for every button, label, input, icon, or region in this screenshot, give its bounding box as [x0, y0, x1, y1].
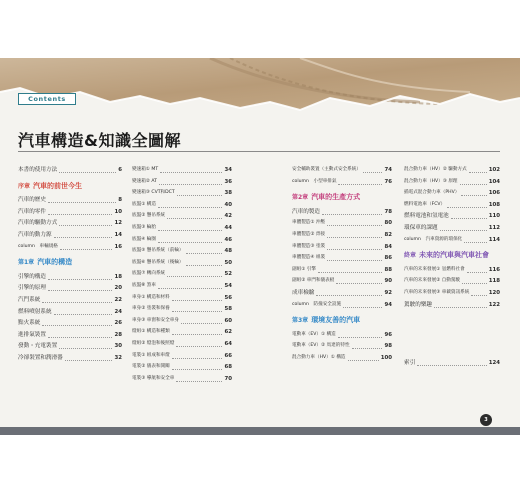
dot-leader	[338, 179, 382, 185]
toc-entry-label: 汽車的未來發展③ 車載資訊系統	[404, 290, 470, 295]
dot-leader	[167, 271, 222, 277]
toc-entry-label: 底盤② 懸吊系統	[132, 213, 166, 219]
toc-entry-page: 36	[224, 178, 232, 185]
toc-entry-label: 點火系統	[18, 320, 41, 327]
toc-entry-label: 燃料噴射系統	[18, 308, 52, 315]
toc-entry[interactable]	[18, 195, 122, 205]
toc-entry-page: 78	[384, 208, 392, 215]
toc-entry-label: 本書的使用方法	[18, 167, 58, 173]
toc-entry-label: 引擎的構造	[18, 273, 46, 280]
toc-entry-page: 8	[118, 197, 122, 204]
toc-entry-page: 68	[224, 364, 232, 371]
dot-leader	[48, 332, 113, 338]
dot-leader	[158, 237, 223, 243]
toc-entry[interactable]	[18, 295, 122, 305]
toc-entry-label: 變速箱③ CVT和DCT	[132, 190, 175, 196]
toc-entry-page: 42	[224, 213, 232, 220]
toc-entry[interactable]	[292, 230, 392, 240]
toc-entry-label: 車體製造③ 塗裝	[292, 243, 326, 249]
dot-leader	[181, 318, 223, 324]
dot-leader	[469, 167, 487, 173]
toc-entry[interactable]	[18, 341, 122, 351]
dot-leader	[158, 283, 223, 289]
toc-entry-page: 16	[114, 243, 122, 250]
dot-leader	[172, 295, 223, 301]
toc-entry[interactable]	[132, 339, 232, 349]
dot-leader	[48, 274, 113, 280]
toc-entry-label: 電裝③ 導航和安全車	[132, 375, 175, 381]
dot-leader	[327, 220, 382, 226]
toc-entry[interactable]	[404, 188, 500, 198]
toc-entry-label: 汽門系統	[18, 297, 41, 303]
toc-entry[interactable]	[292, 288, 392, 298]
toc-entry[interactable]	[404, 300, 500, 310]
dot-leader	[48, 285, 113, 291]
toc-entry-page: 54	[224, 283, 232, 289]
toc-entry[interactable]	[132, 211, 232, 221]
toc-entry[interactable]	[292, 165, 392, 175]
dot-leader	[48, 209, 113, 215]
toc-entry-page: 106	[488, 190, 500, 197]
dot-leader	[316, 290, 382, 296]
toc-entry-page: 46	[224, 236, 232, 243]
toc-entry-label: 變速箱② AT	[132, 178, 157, 184]
toc-entry[interactable]	[404, 276, 500, 286]
toc-entry-label: 電裝② 儀表和開關	[132, 364, 170, 370]
toc-entry[interactable]	[292, 265, 392, 275]
dot-leader	[54, 309, 113, 315]
toc-entry-page: 124	[488, 359, 500, 366]
toc-entry-label: 車體製造① 沖壓	[292, 220, 326, 226]
toc-entry-page: 120	[488, 290, 500, 296]
dot-leader	[348, 355, 379, 361]
toc-entry-label: 環保車的課題	[404, 225, 438, 231]
toc-entry-label: 汽車的零件	[18, 208, 46, 215]
dot-leader	[417, 360, 487, 366]
toc-entry-label: 底盤⑤ 懸吊系統（前輪）	[132, 248, 184, 254]
dot-leader	[59, 220, 112, 226]
chapter-title: 汽車的生產方式	[311, 193, 361, 202]
toc-entry[interactable]	[292, 253, 392, 263]
toc-entry-page: 34	[224, 167, 232, 173]
dot-leader	[159, 179, 223, 185]
toc-entry[interactable]	[18, 230, 122, 240]
dot-leader	[434, 302, 487, 308]
toc-entry-page: 14	[114, 232, 122, 238]
dot-leader	[327, 232, 382, 238]
toc-entry[interactable]	[132, 258, 232, 268]
toc-entry[interactable]	[404, 200, 500, 210]
toc-entry-label: 駕駛的樂趣	[404, 301, 432, 308]
chapter-heading	[18, 257, 72, 267]
toc-entry[interactable]	[292, 300, 392, 310]
toc-entry-label: 安全輔助裝置（主動式安全系統）	[292, 167, 361, 172]
toc-entry-label: 汽車的未來發展② 自動駕駛	[404, 278, 461, 284]
dot-leader	[176, 341, 222, 347]
dot-leader	[322, 209, 383, 215]
dot-leader	[186, 248, 223, 254]
toc-entry-page: 6	[118, 167, 122, 173]
toc-entry-page: 18	[114, 273, 122, 280]
toc-entry[interactable]	[132, 293, 232, 303]
toc-entry-label: 汽車的製造	[292, 208, 320, 215]
book-spine-edge	[0, 427, 520, 435]
toc-entry[interactable]	[404, 211, 500, 221]
toc-entry-page: 96	[384, 331, 392, 338]
toc-entry[interactable]	[292, 353, 392, 363]
toc-entry-page: 86	[384, 255, 392, 262]
toc-entry-page: 118	[488, 278, 500, 285]
chapter-number: 序章	[18, 182, 31, 190]
chapter-heading	[292, 315, 360, 325]
dot-leader	[177, 190, 223, 196]
toc-entry-page: 92	[384, 290, 392, 296]
dot-leader	[167, 213, 222, 219]
dot-leader	[363, 167, 383, 173]
toc-entry[interactable]	[18, 165, 122, 175]
toc-entry[interactable]	[404, 177, 500, 187]
toc-entry-page: 88	[384, 266, 392, 273]
dot-leader	[461, 190, 486, 196]
toc-entry[interactable]	[18, 207, 122, 217]
torn-paper-banner	[0, 58, 520, 130]
toc-entry-label: 副組① 引擎	[292, 266, 316, 272]
toc-entry-page: 74	[384, 167, 392, 173]
dot-leader	[59, 343, 112, 349]
toc-entry-page: 122	[488, 301, 500, 308]
page-title: 汽車構造&知識全圖解	[18, 131, 181, 150]
toc-entry-page: 56	[224, 294, 232, 301]
dot-leader	[343, 302, 382, 308]
toc-entry-page: 84	[384, 243, 392, 250]
toc-entry[interactable]	[404, 265, 500, 275]
dot-leader	[60, 244, 113, 250]
chapter-heading	[292, 192, 360, 202]
toc-entry-page: 104	[488, 178, 500, 185]
dot-leader	[48, 197, 116, 203]
title-divider	[18, 151, 500, 152]
dot-leader	[327, 255, 382, 261]
toc-entry-label: 進排氣裝置	[18, 331, 46, 338]
dot-leader	[176, 376, 222, 382]
toc-entry[interactable]	[132, 165, 232, 175]
toc-entry[interactable]	[292, 341, 392, 351]
toc-entry-label: 底盤③ 輪胎	[132, 225, 156, 230]
toc-entry-page: 12	[114, 220, 122, 227]
toc-entry-label: 成車檢驗	[292, 290, 315, 296]
toc-entry-label: 引擎的原理	[18, 285, 46, 292]
toc-entry-page: 94	[384, 301, 392, 308]
toc-entry[interactable]	[18, 218, 122, 228]
toc-entry-label: 冷卻裝置和潤滑器	[18, 355, 63, 361]
toc-entry[interactable]	[132, 281, 232, 291]
toc-entry-page: 44	[224, 225, 232, 231]
toc-entry-page: 112	[488, 225, 500, 231]
toc-entry-page: 82	[384, 232, 392, 238]
dot-leader	[158, 225, 223, 231]
toc-entry-page: 90	[384, 278, 392, 285]
dot-leader	[42, 297, 112, 303]
dot-leader	[327, 244, 382, 250]
toc-entry[interactable]	[18, 283, 122, 293]
toc-entry-label: 汽車的未來發展① 氫燃料社會	[404, 266, 465, 272]
toc-entry-label: 插電式混合動力車（PHV）	[404, 190, 460, 196]
toc-entry-page: 70	[224, 375, 232, 382]
toc-entry-label: 底盤⑥ 懸吊系統（後輪）	[132, 259, 184, 265]
toc-entry-label: 電動車（EV）② 馬達的特性	[292, 343, 350, 349]
toc-entry-label: 車身② 塗裝和保養	[132, 306, 170, 312]
chapter-title: 汽車的前世今生	[33, 181, 83, 190]
toc-entry[interactable]	[292, 242, 392, 252]
dot-leader	[440, 225, 487, 231]
toc-entry-label: 混合動力車（HV）③ 原理	[404, 178, 458, 184]
toc-entry[interactable]	[18, 242, 122, 252]
toc-entry-page: 114	[488, 236, 500, 243]
toc-entry[interactable]	[132, 188, 232, 198]
toc-entry-page: 108	[488, 201, 500, 208]
toc-entry-page: 24	[114, 308, 122, 315]
toc-entry[interactable]	[404, 235, 500, 245]
toc-entry-page: 22	[114, 297, 122, 303]
toc-entry[interactable]	[132, 269, 232, 279]
chapter-number: 第2章	[292, 194, 309, 202]
toc-entry[interactable]	[404, 165, 500, 175]
toc-entry-label: 索引	[404, 359, 416, 366]
toc-entry[interactable]	[292, 207, 392, 217]
toc-entry-page: 100	[380, 355, 392, 361]
toc-entry-label: 底盤⑧ 煞車	[132, 283, 156, 288]
toc-entry-label: 燃料電池和氫電池	[404, 213, 449, 220]
toc-entry-label: 車身① 構造和材料	[132, 294, 170, 300]
toc-entry-label: 電動車（EV）① 構造	[292, 331, 336, 337]
dot-leader	[338, 332, 383, 338]
chapter-title: 未來的汽車與汽車社會	[419, 251, 490, 260]
chapter-title: 汽車的構造	[37, 258, 73, 267]
chapter-number: 第1章	[18, 259, 35, 267]
toc-entry-label: 汽車的歷史	[18, 197, 46, 204]
toc-entry-label: 發動・充電裝置	[18, 343, 58, 350]
toc-entry-label: column 小型車排氣	[292, 178, 337, 184]
toc-entry[interactable]	[132, 304, 232, 314]
toc-entry[interactable]	[292, 276, 392, 286]
toc-entry[interactable]	[292, 218, 392, 228]
toc-entry[interactable]	[132, 316, 232, 326]
toc-entry[interactable]	[132, 327, 232, 337]
toc-entry[interactable]	[404, 358, 500, 368]
toc-entry[interactable]	[132, 362, 232, 372]
dot-leader	[54, 232, 113, 238]
dot-leader	[186, 260, 223, 266]
toc-entry-page: 20	[114, 285, 122, 292]
toc-entry-page: 76	[384, 178, 392, 185]
dot-leader	[172, 329, 223, 335]
toc-entry-label: 副組② 車門和儀表板	[292, 278, 335, 284]
toc-entry-label: 車身③ 車窗和安全車身	[132, 317, 179, 323]
toc-entry-label: 底盤⑦ 轉向系統	[132, 271, 166, 277]
toc-entry[interactable]	[404, 288, 500, 298]
page-number-badge: 3	[480, 414, 492, 426]
toc-entry[interactable]	[292, 330, 392, 340]
toc-entry-page: 28	[114, 331, 122, 338]
toc-entry-label: 底盤④ 輪圈	[132, 236, 156, 242]
toc-entry[interactable]	[132, 200, 232, 210]
dot-leader	[172, 306, 223, 312]
dot-leader	[447, 202, 487, 208]
toc-entry-page: 32	[114, 355, 122, 361]
toc-entry-label: column 防撞安全設施	[292, 301, 342, 307]
toc-entry-label: 電裝① 組成和車燈	[132, 352, 170, 358]
toc-entry[interactable]	[132, 235, 232, 245]
dot-leader	[65, 355, 113, 361]
toc-entry[interactable]	[132, 351, 232, 361]
toc-entry-label: column 汽車資源的環保化	[404, 236, 463, 242]
toc-entry-page: 40	[224, 201, 232, 208]
toc-entry-page: 26	[114, 320, 122, 327]
toc-entry[interactable]	[132, 246, 232, 256]
toc-entry-page: 80	[384, 220, 392, 227]
dot-leader	[352, 343, 383, 349]
dot-leader	[59, 167, 116, 173]
toc-entry[interactable]	[18, 307, 122, 317]
toc-entry-label: column 車輛規格	[18, 243, 58, 249]
toc-entry-label: 車體製造② 焊接	[292, 232, 326, 237]
toc-entry-page: 60	[224, 317, 232, 324]
chapter-heading	[18, 181, 82, 191]
toc-entry-label: 燈組② 燈泡和後照燈	[132, 341, 175, 346]
toc-entry-label: 車體製造④ 組裝	[292, 255, 326, 261]
toc-entry-page: 62	[224, 329, 232, 336]
dot-leader	[158, 202, 223, 208]
dot-leader	[467, 267, 487, 273]
toc-entry[interactable]	[292, 177, 392, 187]
toc-entry-label: 燈組① 構造和種類	[132, 329, 170, 335]
toc-entry-page: 64	[224, 341, 232, 347]
dot-leader	[451, 213, 487, 219]
toc-entry-page: 66	[224, 352, 232, 359]
toc-entry-page: 58	[224, 306, 232, 313]
toc-entry-page: 102	[488, 167, 500, 173]
dot-leader	[464, 237, 486, 243]
toc-entry-label: 汽車的動力源	[18, 232, 52, 238]
dot-leader	[336, 278, 382, 284]
chapter-heading	[404, 250, 489, 260]
chapter-number: 第3章	[292, 317, 309, 325]
toc-entry[interactable]	[132, 223, 232, 233]
dot-leader	[462, 278, 487, 284]
toc-entry[interactable]	[18, 272, 122, 282]
toc-entry[interactable]	[18, 330, 122, 340]
dot-leader	[160, 167, 222, 173]
chapter-title: 環境友善的汽車	[311, 316, 361, 325]
chapter-number: 終章	[404, 252, 417, 260]
toc-entry-label: 底盤① 構造	[132, 201, 156, 207]
toc-entry-page: 48	[224, 248, 232, 255]
toc-entry[interactable]	[132, 374, 232, 384]
dot-leader	[172, 353, 223, 359]
toc-entry-label: 變速箱① MT	[132, 167, 159, 172]
toc-entry-label: 混合動力車（HV）① 構造	[292, 355, 346, 360]
toc-entry-page: 50	[224, 259, 232, 266]
toc-entry-label: 混合動力車（HV）② 驅動方式	[404, 167, 467, 172]
toc-entry-page: 116	[488, 266, 500, 273]
toc-entry-page: 30	[114, 343, 122, 350]
toc-entry-page: 38	[224, 190, 232, 197]
toc-entry-page: 10	[114, 208, 122, 215]
toc-entry-label: 汽車的驅動方式	[18, 220, 58, 227]
toc-entry-page: 110	[488, 213, 500, 220]
toc-entry-page: 98	[384, 343, 392, 350]
toc-entry-page: 52	[224, 271, 232, 278]
dot-leader	[460, 179, 487, 185]
toc-entry[interactable]	[18, 318, 122, 328]
toc-entry[interactable]	[404, 223, 500, 233]
dot-leader	[318, 267, 383, 273]
dot-leader	[471, 290, 486, 296]
dot-leader	[42, 320, 112, 326]
dot-leader	[172, 364, 223, 370]
contents-badge: Contents	[18, 93, 76, 105]
toc-entry[interactable]	[18, 353, 122, 363]
toc-entry-label: 燃料電池車（FCV）	[404, 201, 446, 207]
toc-entry[interactable]	[132, 177, 232, 187]
